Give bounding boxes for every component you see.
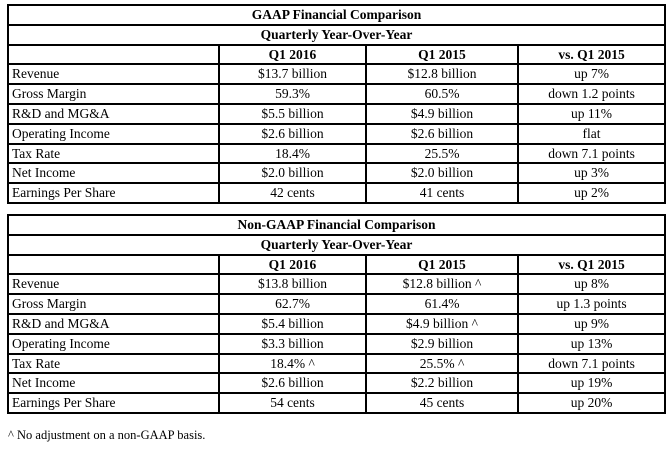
column-header-q1-2015: Q1 2015 [366, 45, 518, 65]
column-header-vs-q1-2015: vs. Q1 2015 [518, 255, 665, 275]
value-cell: $2.2 billion [366, 373, 518, 393]
value-cell: down 7.1 points [518, 144, 665, 164]
value-cell: $2.6 billion [366, 124, 518, 144]
value-cell: $2.0 billion [366, 163, 518, 183]
table-title: GAAP Financial Comparison [8, 5, 665, 25]
value-cell: flat [518, 124, 665, 144]
value-cell: 41 cents [366, 183, 518, 203]
value-cell: $5.4 billion [219, 314, 366, 334]
row-label: Gross Margin [8, 84, 219, 104]
table-row-eps [8, 183, 665, 203]
value-cell: up 13% [518, 334, 665, 354]
value-cell: up 19% [518, 373, 665, 393]
value-cell: up 11% [518, 104, 665, 124]
table-subtitle-row [8, 235, 665, 255]
value-cell: 61.4% [366, 294, 518, 314]
footnote: ^ No adjustment on a non-GAAP basis. [8, 427, 206, 442]
value-cell: $2.6 billion [219, 373, 366, 393]
table-row-tax-rate [8, 354, 665, 374]
value-cell: 25.5% [366, 144, 518, 164]
table-header-row [8, 255, 665, 275]
column-header-blank [8, 45, 219, 65]
value-cell: $3.3 billion [219, 334, 366, 354]
row-label: Earnings Per Share [8, 393, 219, 413]
gaap-comparison-table [7, 4, 666, 204]
row-label: Revenue [8, 274, 219, 294]
value-cell: $2.6 billion [219, 124, 366, 144]
value-cell: 42 cents [219, 183, 366, 203]
table-row-net-income [8, 373, 665, 393]
table-row-gross-margin [8, 84, 665, 104]
value-cell: up 9% [518, 314, 665, 334]
value-cell: 54 cents [219, 393, 366, 413]
table-row-revenue [8, 64, 665, 84]
table-subtitle-row [8, 25, 665, 45]
value-cell: 45 cents [366, 393, 518, 413]
table-row-operating-income [8, 334, 665, 354]
table-row-tax-rate [8, 144, 665, 164]
row-label: Net Income [8, 373, 219, 393]
value-cell: up 3% [518, 163, 665, 183]
value-cell: up 8% [518, 274, 665, 294]
row-label: Operating Income [8, 124, 219, 144]
value-cell: down 7.1 points [518, 354, 665, 374]
row-label: Net Income [8, 163, 219, 183]
table-title: Non-GAAP Financial Comparison [8, 215, 665, 235]
value-cell: $2.0 billion [219, 163, 366, 183]
row-label: Operating Income [8, 334, 219, 354]
value-cell: 59.3% [219, 84, 366, 104]
value-cell: 25.5% ^ [366, 354, 518, 374]
value-cell: $13.8 billion [219, 274, 366, 294]
value-cell: 18.4% [219, 144, 366, 164]
value-cell: $12.8 billion ^ [366, 274, 518, 294]
table-row-net-income [8, 163, 665, 183]
value-cell: down 1.2 points [518, 84, 665, 104]
row-label: R&D and MG&A [8, 104, 219, 124]
non-gaap-comparison-table [7, 214, 666, 414]
row-label: Gross Margin [8, 294, 219, 314]
column-header-q1-2015: Q1 2015 [366, 255, 518, 275]
value-cell: 62.7% [219, 294, 366, 314]
value-cell: $12.8 billion [366, 64, 518, 84]
table-header-row [8, 45, 665, 65]
value-cell: $4.9 billion ^ [366, 314, 518, 334]
value-cell: 60.5% [366, 84, 518, 104]
value-cell: $2.9 billion [366, 334, 518, 354]
value-cell: 18.4% ^ [219, 354, 366, 374]
table-subtitle: Quarterly Year-Over-Year [8, 235, 665, 255]
table-row-rd-mga [8, 314, 665, 334]
value-cell: up 2% [518, 183, 665, 203]
table-subtitle: Quarterly Year-Over-Year [8, 25, 665, 45]
value-cell: $5.5 billion [219, 104, 366, 124]
value-cell: up 7% [518, 64, 665, 84]
value-cell: up 20% [518, 393, 665, 413]
table-title-row [8, 5, 665, 25]
table-title-row [8, 215, 665, 235]
column-header-vs-q1-2015: vs. Q1 2015 [518, 45, 665, 65]
row-label: Tax Rate [8, 144, 219, 164]
table-row-operating-income [8, 124, 665, 144]
row-label: Earnings Per Share [8, 183, 219, 203]
table-row-rd-mga [8, 104, 665, 124]
column-header-blank [8, 255, 219, 275]
column-header-q1-2016: Q1 2016 [219, 45, 366, 65]
value-cell: $13.7 billion [219, 64, 366, 84]
column-header-q1-2016: Q1 2016 [219, 255, 366, 275]
row-label: Revenue [8, 64, 219, 84]
table-row-gross-margin [8, 294, 665, 314]
table-row-eps [8, 393, 665, 413]
table-row-revenue [8, 274, 665, 294]
row-label: R&D and MG&A [8, 314, 219, 334]
value-cell: $4.9 billion [366, 104, 518, 124]
value-cell: up 1.3 points [518, 294, 665, 314]
row-label: Tax Rate [8, 354, 219, 374]
